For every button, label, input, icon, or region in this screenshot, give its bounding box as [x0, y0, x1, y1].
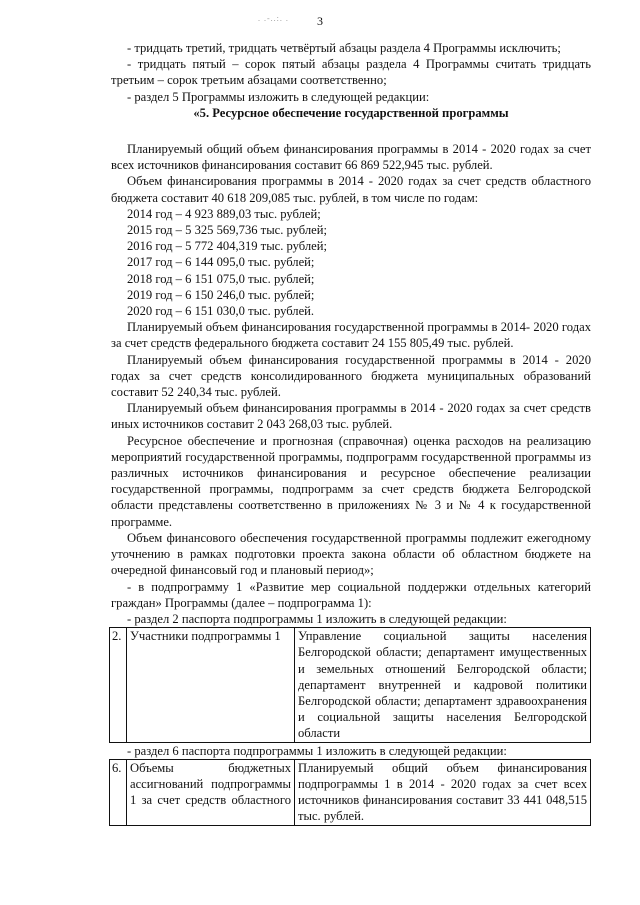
scan-artifact: . .-..:. .	[258, 14, 289, 23]
paragraph-total-funding: Планируемый общий объем финансирования программы в 2014 - 2020 годах за счет всех источников финансирования составит 66 869 522,945 тыс. рублей.	[111, 142, 591, 173]
paragraph-annual-update: Объем финансового обеспечения государственной программы подлежит ежегодному уточнению в рамках подготовки проекта закона области об областном бюджете на очередной финансовый год и плановый период»;	[111, 530, 591, 578]
paragraph-municipal-budget: Планируемый объем финансирования государственной программы в 2014 - 2020 годах за счет средств консолидированного бюджета муниципальных образований составит 52 240,34 тыс. рублей.	[111, 352, 591, 400]
year-line: 2015 год – 5 325 569,736 тыс. рублей;	[127, 223, 328, 238]
paragraph-section6-intro: - раздел 6 паспорта подпрограммы 1 изложить в следующей редакции:	[127, 743, 507, 758]
paragraph-federal-budget: Планируемый объем финансирования государственной программы в 2014- 2020 годах за счет средств федерального бюджета составит 24 155 805,49 тыс. рублей.	[111, 320, 591, 351]
table-row	[110, 628, 591, 742]
document-body	[111, 40, 591, 826]
paragraph-renumber-paragraphs: - тридцать пятый – сорок пятый абзацы раздела 4 Программы считать тридцать третьим – сорок третьим абзацами соответственно;	[111, 57, 591, 88]
row-label: Объемы бюджетных ассигнований подпрограммы 1 за счет средств областного	[127, 759, 295, 825]
year-line: 2016 год – 5 772 404,319 тыс. рублей;	[127, 239, 328, 254]
row-label: Участники подпрограммы 1	[127, 628, 295, 742]
passport-table-funding	[109, 759, 591, 826]
row-value: Управление социальной защиты населения Белгородской области; департамент имущественных и земельных отношений Белгородской области; департамент внутренней и кадровой политики Белгородской области; департамент здравоохранения и социальной защиты населения Белгородской области	[295, 628, 591, 742]
passport-table-participants	[109, 627, 591, 742]
paragraph-resource-assessment: Ресурсное обеспечение и прогнозная (справочная) оценка расходов на реализацию мероприятий государственной программы, подпрограмм государственной программы из различных источников финансирования и ресурсное обеспечение реализации государственной программы, подпрограмм за счет средств бюджета Белгородской области представлены соответственно в приложениях № 3 и № 4 к государственной программе.	[111, 433, 591, 529]
paragraph-subprogram1: - в подпрограмму 1 «Развитие мер социальной поддержки отдельных категорий граждан» Программы (далее – подпрограмма 1):	[111, 579, 591, 610]
table-row	[110, 759, 591, 825]
year-line: 2014 год – 4 923 889,03 тыс. рублей;	[127, 206, 321, 221]
section-heading: «5. Ресурсное обеспечение государственной программы	[193, 105, 509, 120]
paragraph-other-sources: Планируемый объем финансирования программы в 2014 - 2020 годах за счет средств иных источников составит 2 043 268,03 тыс. рублей.	[111, 401, 591, 432]
paragraph-remove-paragraphs: - тридцать третий, тридцать четвёртый абзацы раздела 4 Программы исключить;	[127, 41, 561, 55]
year-line: 2017 год – 6 144 095,0 тыс. рублей;	[127, 255, 315, 270]
row-number: 2.	[110, 628, 127, 742]
row-value: Планируемый общий объем финансирования подпрограммы 1 в 2014 - 2020 годах за счет всех источников финансирования составит 33 441 048,515 тыс. рублей.	[295, 759, 591, 825]
paragraph-section5-intro: - раздел 5 Программы изложить в следующей редакции:	[127, 89, 430, 104]
page-number: 3	[317, 14, 323, 28]
year-line: 2019 год – 6 150 246,0 тыс. рублей;	[127, 287, 315, 302]
year-line: 2020 год – 6 151 030,0 тыс. рублей.	[127, 304, 315, 319]
paragraph-regional-budget: Объем финансирования программы в 2014 - 2020 годах за счет средств областного бюджета составит 40 618 209,085 тыс. рублей, в том числе по годам:	[111, 174, 591, 205]
row-number: 6.	[110, 759, 127, 825]
paragraph-section2-intro: - раздел 2 паспорта подпрограммы 1 изложить в следующей редакции:	[127, 611, 507, 626]
year-line: 2018 год – 6 151 075,0 тыс. рублей;	[127, 271, 315, 286]
